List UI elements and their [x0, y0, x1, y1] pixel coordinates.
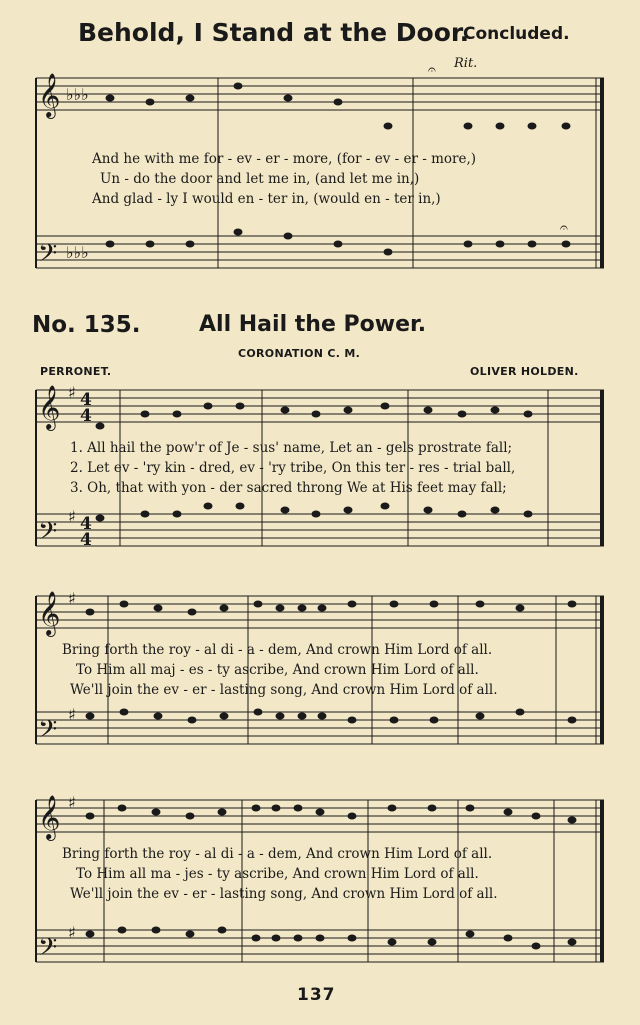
hymn-title: All Hail the Power. — [199, 312, 427, 337]
svg-text:♯: ♯ — [68, 793, 76, 812]
lyric-line: 1. All hail the pow'r of Je - sus' name, Let an - gels prostrate fall; — [70, 440, 513, 456]
bass-clef-icon: 𝄢 — [38, 933, 58, 968]
lyric-line: Bring forth the roy - al di - a - dem, And crown Him Lord of all. — [62, 846, 493, 862]
lyric-line: Un - do the door and let me in, (and let me in,) — [100, 171, 420, 187]
svg-text:♯: ♯ — [68, 923, 76, 942]
svg-text:♯: ♯ — [68, 507, 76, 526]
svg-text:𝄐: 𝄐 — [560, 220, 568, 236]
svg-text:4: 4 — [80, 514, 92, 534]
svg-text:𝄐: 𝄐 — [428, 62, 436, 78]
song-title: Behold, I Stand at the Door. — [78, 18, 470, 47]
song-subtitle: Concluded. — [463, 24, 570, 44]
treble-clef-icon: 𝄞 — [38, 73, 61, 117]
composer-name: OLIVER HOLDEN. — [470, 365, 579, 378]
barlines — [104, 78, 556, 962]
svg-text:♯: ♯ — [68, 705, 76, 724]
treble-clef-icon: 𝄞 — [38, 385, 61, 429]
svg-text:♯: ♯ — [68, 383, 76, 402]
bass-clef-icon: 𝄢 — [38, 715, 58, 750]
lyric-line: And he with me for - ev - er - more, (for - ev - er - more,) — [92, 151, 477, 167]
lyric-line: We'll join the ev - er - lasting song, And crown Him Lord of all. — [70, 682, 498, 698]
treble-clef-icon: 𝄞 — [38, 795, 61, 839]
hymn-number: No. 135. — [32, 312, 141, 338]
lyric-line: 3. Oh, that with yon - der sacred throng We at His feet may fall; — [70, 480, 507, 496]
lyric-line: 2. Let ev - 'ry kin - dred, ev - 'ry tribe, On this ter - res - trial ball, — [70, 460, 516, 476]
author-name: PERRONET. — [40, 365, 112, 378]
notes — [86, 83, 577, 950]
lyric-line: And glad - ly I would en - ter in, (would en - ter in,) — [92, 191, 441, 207]
lyric-line: We'll join the ev - er - lasting song, And crown Him Lord of all. — [70, 886, 498, 902]
lyric-line: To Him all ma - jes - ty ascribe, And crown Him Lord of all. — [76, 866, 479, 882]
tempo-mark: Rit. — [454, 56, 478, 71]
lyric-line: Bring forth the roy - al di - a - dem, And crown Him Lord of all. — [62, 642, 493, 658]
page-number: 137 — [297, 985, 336, 1005]
svg-text:♭♭♭: ♭♭♭ — [66, 85, 89, 104]
staff-lines — [36, 78, 604, 962]
tune-name: CORONATION C. M. — [238, 347, 361, 360]
svg-text:♭♭♭: ♭♭♭ — [66, 243, 89, 262]
bass-clef-icon: 𝄢 — [38, 517, 58, 552]
svg-text:4: 4 — [80, 406, 92, 426]
svg-text:4: 4 — [80, 390, 92, 410]
svg-text:4: 4 — [80, 530, 92, 550]
svg-text:♯: ♯ — [68, 589, 76, 608]
treble-clef-icon: 𝄞 — [38, 591, 61, 635]
lyric-line: To Him all maj - es - ty ascribe, And crown Him Lord of all. — [76, 662, 479, 678]
bass-clef-icon: 𝄢 — [38, 239, 58, 274]
